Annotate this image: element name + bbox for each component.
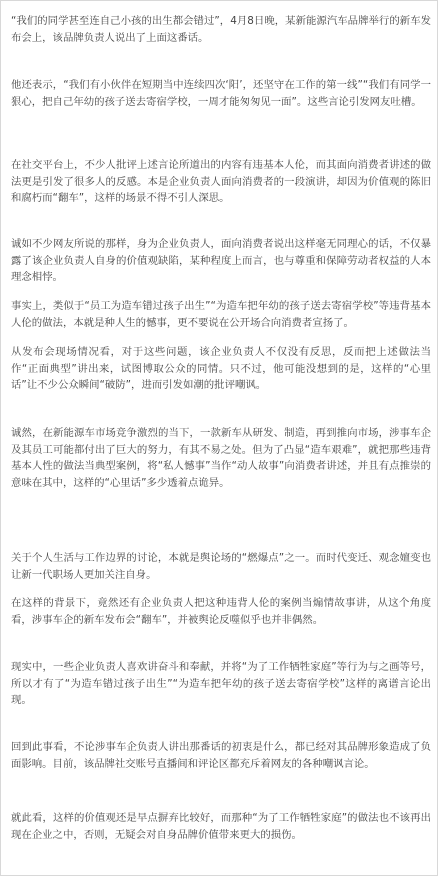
paragraph-6: 从发布会现场情况看，对于这些问题，该企业负责人不仅没有反思，反而把上述做法当作“正面典型”讲出来，试图博取公众的同情。只不过，他可能没想到的是，这样的“心里话”让不少公众瞬间“破防”，进而引发如潮的批评嘲讽。 [11, 346, 431, 391]
paragraph-3: 在社交平台上，不少人批评上述言论所道出的内容有违基本人伦，而其面向消费者讲述的做法更是引发了很多人的反感。本是企业负责人面向消费者的一段演讲，却因为价值观的陈旧和腐朽而“翻车”，这样的场景不得不引人深思。 [11, 159, 431, 204]
paragraph-2: 他还表示，“我们有小伙伴在短期当中连续四次‘阳’，还坚守在工作的第一线”“我们有同学一狠心，把自己年幼的孩子送去寄宿学校，一周才能匆匆见一面”。这些言论引发网友吐槽。 [11, 79, 431, 108]
paragraph-1: “我们的同学甚至连自己小孩的出生都会错过”，4月8日晚，某新能源汽车品牌举行的新车发布会上，该品牌负责人说出了上面这番话。 [11, 15, 431, 44]
paragraph-4: 诚如不少网友所说的那样，身为企业负责人，面向消费者说出这样毫无同理心的话，不仅暴露了该企业负责人自身的价值观缺陷，某种程度上而言，也与尊重和保障劳动者权益的人本理念相悖。 [11, 238, 431, 283]
paragraph-7: 诚然，在新能源车市场竞争激烈的当下，一款新车从研发、制造，再到推向市场，涉事车企及其员工可能都付出了巨大的努力，有其不易之处。但为了凸显“造车艰难”，就把那些违背基本人性的做法当典型案例，将“私人憾事”当作“动人故事”向消费者讲述，并且有点推崇的意味在其中，这样的“心里话”多少透着点诡异。 [11, 427, 431, 489]
paragraph-10: 现实中，一些企业负责人喜欢讲奋斗和奉献，并将“为了工作牺牲家庭”等行为与之画等号，所以才有了“为造车错过孩子出生”“为造车把年幼的孩子送去寄宿学校”这样的离谱言论出现。 [11, 661, 431, 706]
paragraph-12: 就此看，这样的价值观还是早点摒弃比较好，而那种“为了工作牺牲家庭”的做法也不该再出现在企业之中，否则，无疑会对自身品牌价值带来更大的损伤。 [11, 812, 431, 841]
paragraph-5: 事实上，类似于“员工为造车错过孩子出生”“为造车把年幼的孩子送去寄宿学校”等违背基本人伦的做法，本就是种人生的憾事，更不要说在公开场合向消费者宣扬了。 [11, 300, 431, 329]
paragraph-11: 回到此事看，不论涉事车企负责人讲出那番话的初衷是什么，都已经对其品牌形象造成了负面影响。目前，该品牌社交账号直播间和评论区都充斥着网友的各种嘲讽言论。 [11, 741, 431, 770]
paragraph-9: 在这样的背景下，竟然还有企业负责人把这种违背人伦的案例当煽情故事讲，从这个角度看，涉事车企的新车发布会“翻车”，并被舆论反噬似乎也并非偶然。 [11, 597, 431, 626]
paragraph-8: 关于个人生活与工作边界的讨论，本就是舆论场的“燃爆点”之一。而时代变迁、观念嬗变也让新一代职场人更加关注自身。 [11, 552, 431, 581]
